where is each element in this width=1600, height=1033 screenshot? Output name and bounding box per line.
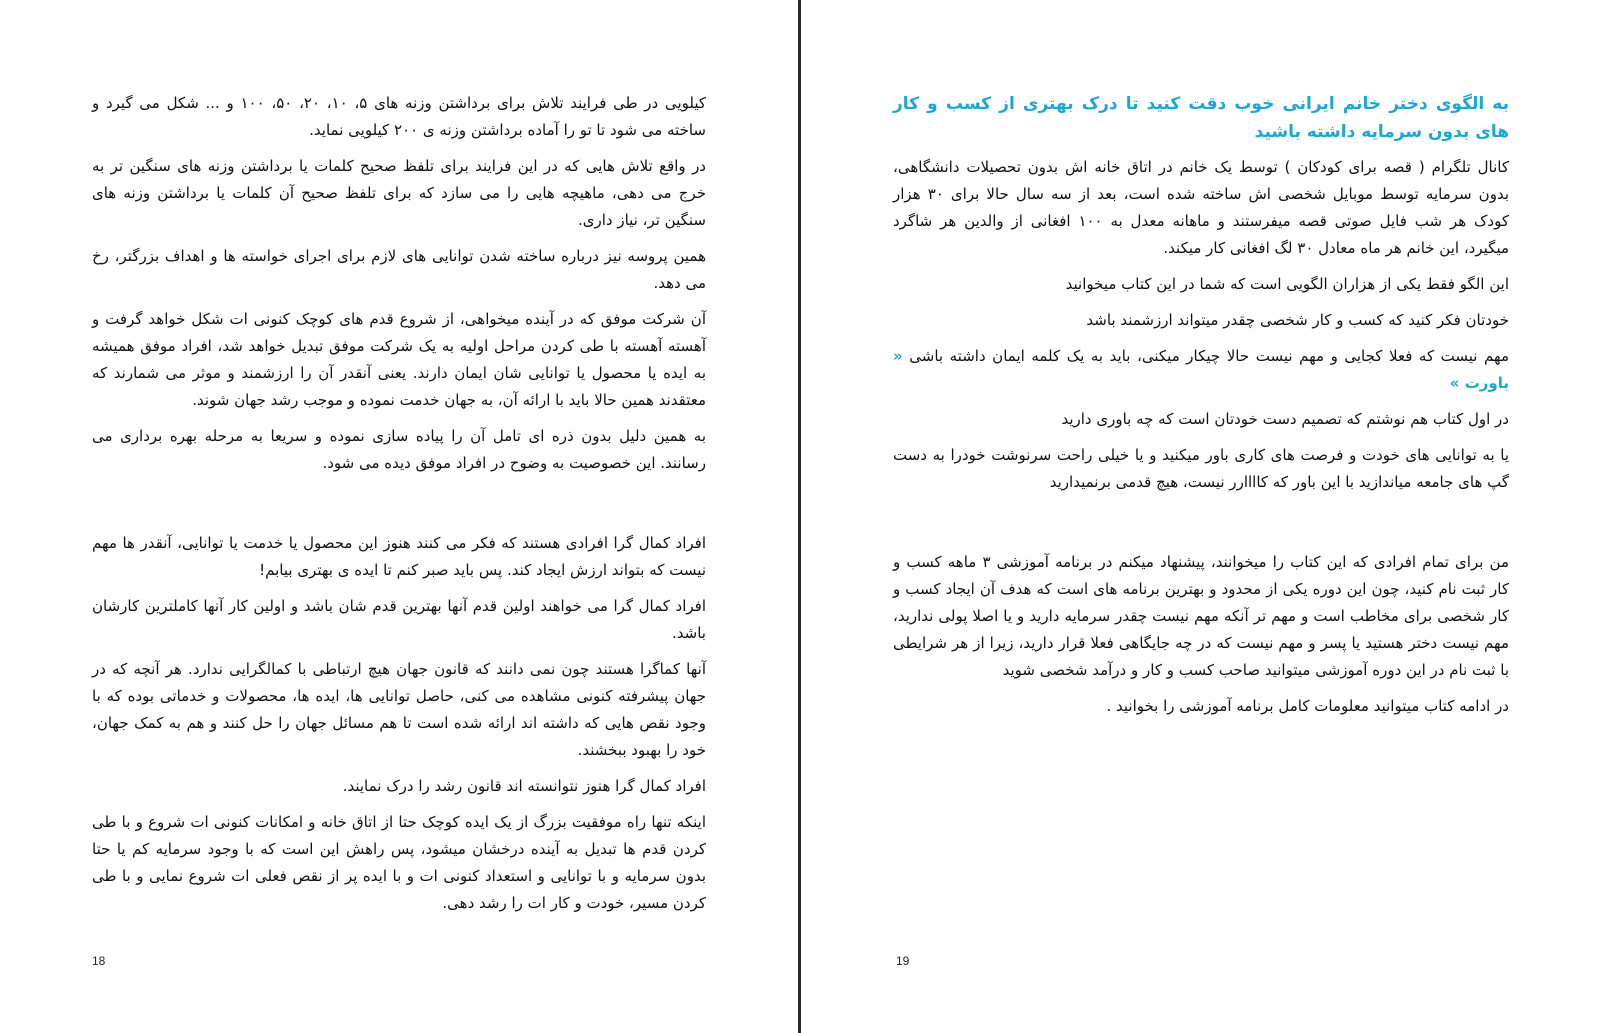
page-number: 19 xyxy=(896,954,910,968)
paragraph: آنها کماگرا هستند چون نمی دانند که قانون جهان هیچ ارتباطی با کمالگرایی ندارد. هر آنچه که در جهان پیشرفته کنونی مشاهده می کنی، حاصل توانایی ها، ایده ها، محصولات و خدماتی بوده که با وجود نقص هایی که داشته اند ارائه شده است تا هم مسائل جهان را حل کنند و هم به کمک جهان، خود را بهبود ببخشند. xyxy=(92,660,706,759)
paragraph: کیلویی در طی فرایند تلاش برای برداشتن وزنه های ۵، ۱۰، ۲۰، ۵۰، ۱۰۰ و ... شکل می گیرد و ساخته می شود تا تو را آماده برداشتن وزنه ی ۲۰۰ کیلویی نماید. xyxy=(92,94,706,139)
paragraph: افراد کمال گرا افرادی هستند که فکر می کنند هنوز این محصول یا خدمت یا توانایی، آنقدر ها مهم نیست که بتواند ارزش ایجاد کند. پس باید صبر کنم تا ایده ی بهتری بیابم! xyxy=(92,534,706,579)
page-right xyxy=(801,0,1600,1033)
paragraph: افراد کمال گرا هنوز نتوانسته اند قانون رشد را درک نمایند. xyxy=(342,777,706,795)
highlighted-word: « باورت » xyxy=(893,347,1509,392)
paragraph: یا به توانایی های خودت و فرصت های کاری باور میکنید و یا خیلی راحت سرنوشت خودرا به دست گپ های جامعه میاندازید با این باور که کاااارر نیست، هیچ قدمی برنمیدارید xyxy=(893,446,1509,491)
left-text-column xyxy=(92,90,706,926)
paragraph: من برای تمام افرادی که این کتاب را میخوانند، پیشنهاد میکنم در برنامه آموزشی ۳ ماهه کسب و کار ثبت نام کنید، چون این دوره یکی از محدود و بهترین برنامه های است که هدف آن ایجاد کسب و کار شخصی برای مخاطب است و مهم تر آنکه مهم نیست چقدر سرمایه دارید و یا اصلا پولی ندارید، مهم نیست دختر هستید یا پسر و مهم نیست که در چه جایگاهی فعلا قرار دارید، زیرا از هر شرایطی با ثبت نام در این دوره آموزشی میتوانید صاحب کسب و کار و درآمد شخصی شوید xyxy=(893,553,1510,679)
page-number: 18 xyxy=(92,954,106,968)
paragraph: در ادامه کتاب میتوانید معلومات کامل برنامه آموزشی را بخوانید . xyxy=(1106,697,1509,715)
right-text-column xyxy=(893,90,1509,729)
paragraph: افراد کمال گرا می خواهند اولین قدم آنها بهترین قدم شان باشد و اولین کار آنها کاملترین کارشان باشد. xyxy=(92,597,706,642)
paragraph: همین پروسه نیز درباره ساخته شدن توانایی های لازم برای اجرای خواسته ها و اهداف بزرگتر، رخ می دهد. xyxy=(92,247,706,292)
paragraph: اینکه تنها راه موفقیت بزرگ از یک ایده کوچک حتا از اتاق خانه و امکانات کنونی ات شروع و با طی کردن قدم ها تبدیل به آینده درخشان میشود، پس راهش این است که با وجود سرمایه کم یا حتا بدون سرمایه و با توانایی و استعداد کنونی ات و با ایده پر از نقص فعلی ات شروع نمایی و با طی کردن مسیر، خودت و کار ات را رشد دهی. xyxy=(92,813,706,912)
page-left xyxy=(0,0,798,1033)
section-heading: به الگوی دختر خانم ایرانی خوب دقت کنید تا درک بهتری از کسب و کار های بدون سرمایه داشته باشید xyxy=(893,94,1509,142)
paragraph: آن شرکت موفق که در آینده میخواهی، از شروع قدم های کوچک کنونی ات شکل خواهد گرفت و آهسته آهسته با طی کردن مراحل اولیه به یک شرکت موفق تبدیل خواهد شد، افراد موفق همیشه به ایده یا محصول یا توانایی شان ایمان دارند. یعنی آنقدر آن را ارزشمند و موثر می شمارند که معتقدند همین حالا باید با ارائه آن، به جهان خدمت نموده و موجب رشد جهان شوند. xyxy=(92,310,706,409)
paragraph: کانال تلگرام ( قصه برای کودکان ) توسط یک خانم در اتاق خانه اش بدون تحصیلات دانشگاهی، بدون سرمایه توسط موبایل شخصی اش ساخته شده است، بعد از سه سال حالا برای ۳۰ هزار کودک هر شب فایل صوتی قصه میفرستند و ماهانه معدل به ۱۰۰ افغانی از والدین هر شاگرد میگیرد، این خانم هر ماه معادل ۳۰ لگ افغانی کار میکند. xyxy=(893,158,1509,257)
paragraph-text: مهم نیست که فعلا کجایی و مهم نیست حالا چیکار میکنی، باید به یک کلمه ایمان داشته باشی xyxy=(909,347,1509,365)
paragraph: در اول کتاب هم نوشتم که تصمیم دست خودتان است که چه باوری دارید xyxy=(1061,410,1509,428)
section-gap xyxy=(92,486,706,530)
paragraph: به همین دلیل بدون ذره ای تامل آن را پیاده سازی نموده و سریعا به مرحله بهره برداری می رسانند. این خصوصیت به وضوح در افراد موفق دیده می شود. xyxy=(92,427,706,472)
paragraph: در واقع تلاش هایی که در این فرایند برای تلفظ صحیح کلمات یا برداشتن وزنه های سنگین تر به خرج می دهی، ماهیچه هایی را می سازد که برای تلفظ صحیح آن کلمات یا برداشتن وزنه های سنگین تر، نیاز داری. xyxy=(92,157,706,229)
paragraph: این الگو فقط یکی از هزاران الگویی است که شما در این کتاب میخوانید xyxy=(1065,275,1509,293)
belief-paragraph xyxy=(893,343,1509,397)
section-gap xyxy=(893,505,1509,549)
paragraph: خودتان فکر کنید که کسب و کار شخصی چقدر میتواند ارزشمند باشد xyxy=(1086,311,1509,329)
